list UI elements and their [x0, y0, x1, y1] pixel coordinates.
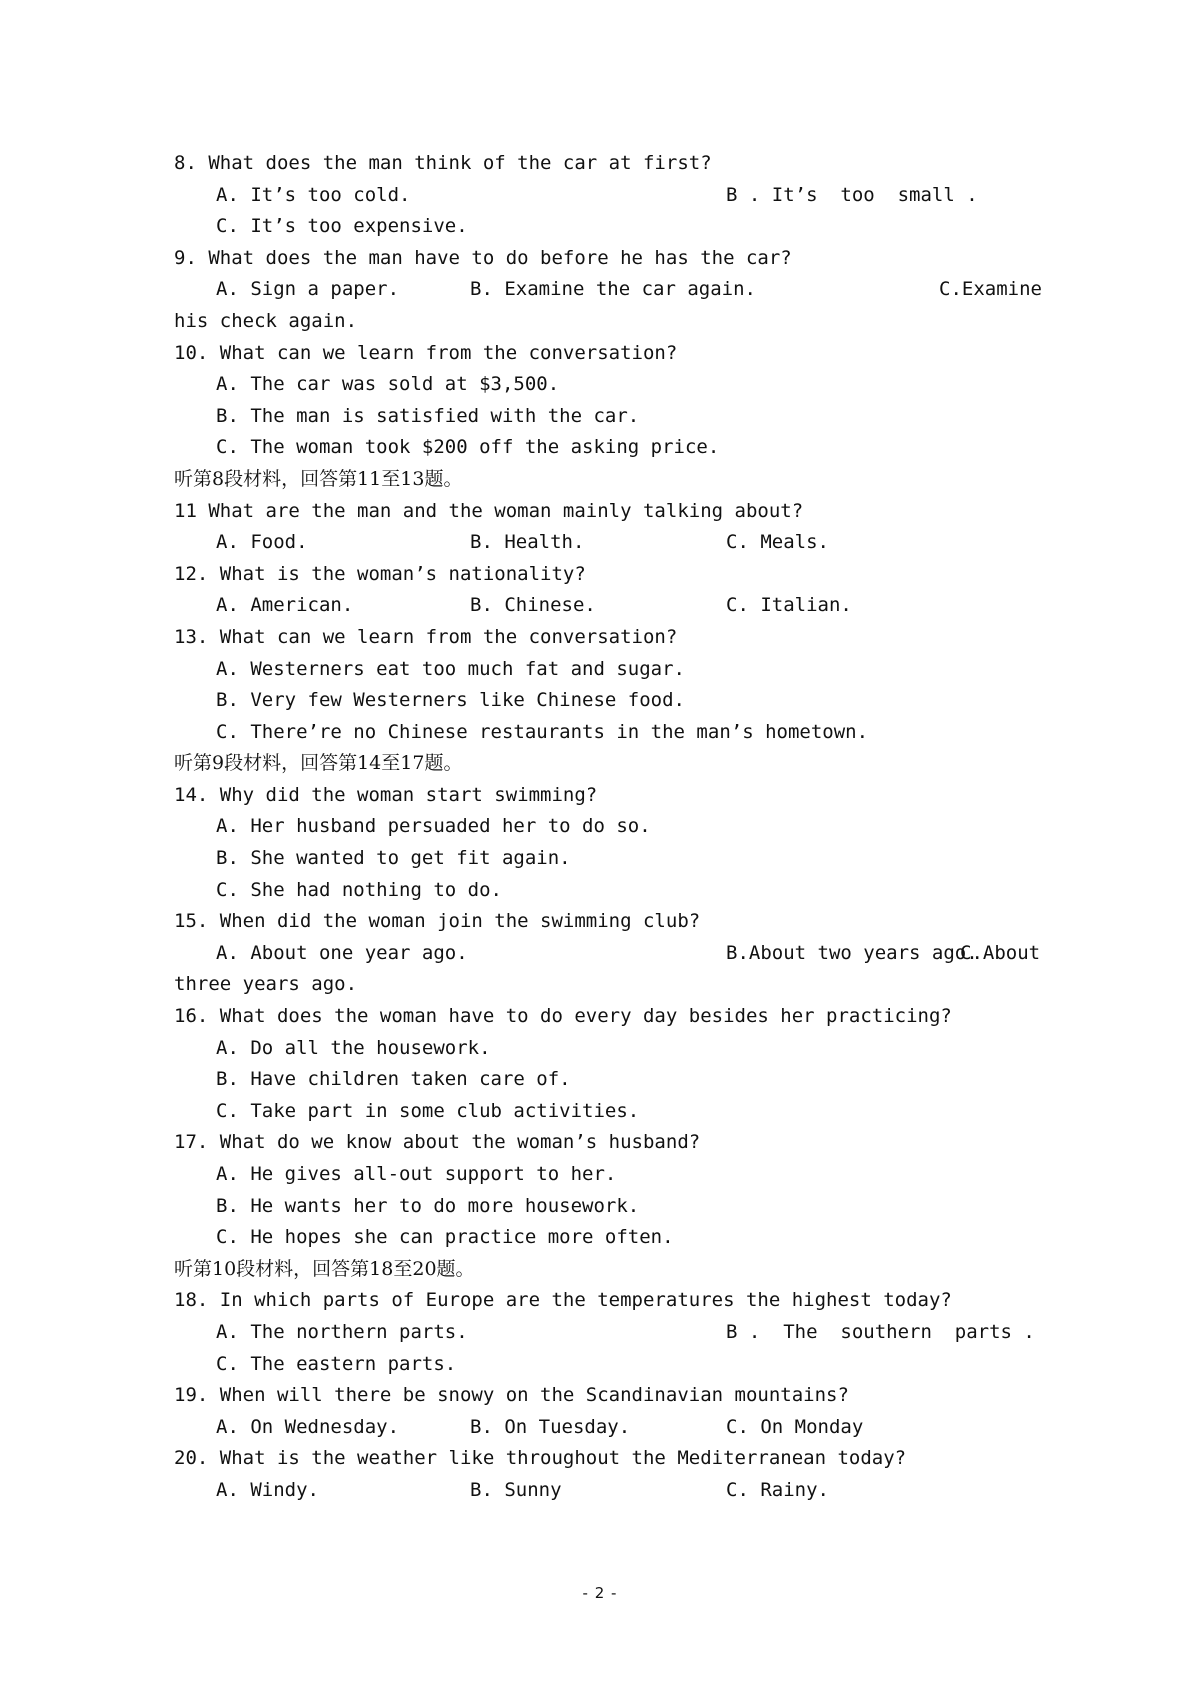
question-16-option-c: C. Take part in some club activities. — [216, 1099, 640, 1122]
question-18-option-c: C. The eastern parts. — [216, 1352, 457, 1375]
question-9-options — [174, 274, 1042, 306]
question-13-option-a: A. Westerners eat too much fat and sugar. — [216, 657, 685, 680]
question-17-option-c: C. He hopes she can practice more often. — [216, 1226, 674, 1249]
question-11-option-b: B. Health. — [470, 531, 585, 554]
question-8-option-c: C. It’s too expensive. — [216, 215, 468, 238]
question-10-option-c: C. The woman took $200 off the asking price. — [216, 436, 720, 459]
question-19-options — [174, 1412, 1034, 1444]
question-10-stem: 10. What can we learn from the conversation? — [174, 341, 678, 364]
question-10-option-b: B. The man is satisfied with the car. — [216, 404, 640, 427]
question-15-stem: 15. When did the woman join the swimming club? — [174, 910, 701, 933]
question-9-option-c-continued: his check again. — [174, 309, 358, 332]
question-12-stem: 12. What is the woman’s nationality? — [174, 562, 586, 585]
question-9-option-c: C.Examine — [939, 278, 1042, 301]
question-18-stem: 18. In which parts of Europe are the temperatures the highest today? — [174, 1289, 952, 1312]
question-15-option-b: B.About two years ago. — [726, 941, 978, 964]
question-20-option-a: A. Windy. — [216, 1478, 319, 1501]
section-heading-10: 听第10段材料，回答第18至20题。 — [174, 1257, 475, 1280]
section-heading-9: 听第9段材料，回答第14至17题。 — [174, 752, 463, 775]
question-17-option-b: B. He wants her to do more housework. — [216, 1194, 640, 1217]
question-11-stem: 11 What are the man and the woman mainly talking about? — [174, 499, 804, 522]
question-16-stem: 16. What does the woman have to do every day besides her practicing? — [174, 1005, 952, 1028]
question-12-option-a: A. American. — [216, 594, 354, 617]
question-9-stem: 9. What does the man have to do before he has the car? — [174, 246, 792, 269]
question-12-option-c: C. Italian. — [726, 594, 852, 617]
question-12-options — [174, 590, 1034, 622]
question-19-stem: 19. When will there be snowy on the Scandinavian mountains? — [174, 1384, 849, 1407]
question-11-option-a: A. Food. — [216, 531, 308, 554]
question-16-option-a: A. Do all the housework. — [216, 1036, 491, 1059]
question-15-option-c: C.About — [960, 941, 1041, 964]
question-11-option-c: C. Meals. — [726, 531, 829, 554]
question-14-stem: 14. Why did the woman start swimming? — [174, 783, 598, 806]
question-15-options — [174, 938, 1041, 970]
question-19-option-b: B. On Tuesday. — [470, 1415, 631, 1438]
question-17-stem: 17. What do we know about the woman’s husband? — [174, 1131, 701, 1154]
question-11-options — [174, 527, 1034, 559]
question-20-option-c: C. Rainy. — [726, 1478, 829, 1501]
question-14-option-a: A. Her husband persuaded her to do so. — [216, 815, 651, 838]
question-18-option-b: B . The southern parts . — [726, 1320, 1035, 1343]
question-9-option-a: A. Sign a paper. — [216, 278, 400, 301]
question-20-options — [174, 1475, 1034, 1507]
page-number: - 2 - — [582, 1584, 618, 1602]
question-13-option-c: C. There’re no Chinese restaurants in the man’s hometown. — [216, 720, 869, 743]
question-8-option-b: B . It’s too small . — [726, 183, 978, 206]
question-20-option-b: B. Sunny — [470, 1478, 562, 1501]
question-19-option-c: C. On Monday — [726, 1415, 864, 1438]
question-8-option-a: A. It’s too cold. — [216, 183, 411, 206]
question-18-options-ab — [174, 1317, 1034, 1349]
question-19-option-a: A. On Wednesday. — [216, 1415, 400, 1438]
question-12-option-b: B. Chinese. — [470, 594, 596, 617]
question-20-stem: 20. What is the weather like throughout the Mediterranean today? — [174, 1447, 907, 1470]
question-14-option-b: B. She wanted to get fit again. — [216, 847, 571, 870]
question-16-option-b: B. Have children taken care of. — [216, 1068, 571, 1091]
question-18-option-a: A. The northern parts. — [216, 1320, 468, 1343]
question-9-option-b: B. Examine the car again. — [470, 278, 756, 301]
question-15-option-c-continued: three years ago. — [174, 973, 358, 996]
question-14-option-c: C. She had nothing to do. — [216, 878, 502, 901]
question-8-stem: 8. What does the man think of the car at first? — [174, 152, 712, 174]
question-10-option-a: A. The car was sold at $3,500. — [216, 373, 560, 396]
question-13-stem: 13. What can we learn from the conversation? — [174, 625, 678, 648]
question-17-option-a: A. He gives all-out support to her. — [216, 1163, 617, 1185]
question-15-option-a: A. About one year ago. — [216, 941, 468, 964]
question-8-options-ab — [174, 180, 1034, 212]
section-heading-8: 听第8段材料，回答第11至13题。 — [174, 467, 463, 490]
question-list — [174, 148, 1042, 1507]
question-13-option-b: B. Very few Westerners like Chinese food. — [216, 689, 685, 712]
